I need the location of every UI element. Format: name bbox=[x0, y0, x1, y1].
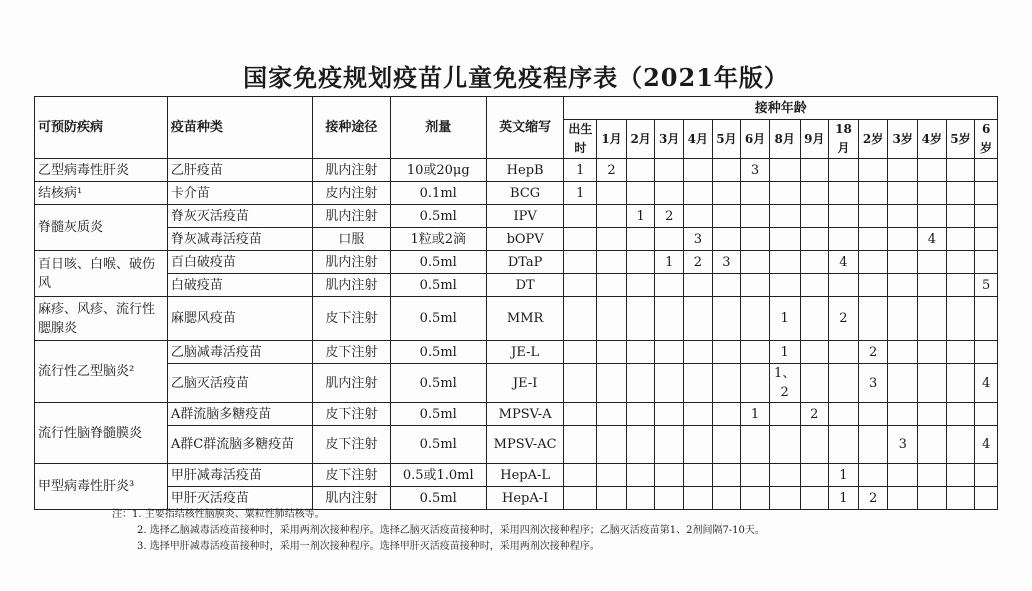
dose-number-cell bbox=[684, 159, 713, 182]
disease-cell: 乙型病毒性肝炎 bbox=[35, 159, 168, 182]
dose-number-cell: 1 bbox=[564, 159, 597, 182]
dose-number-cell: 1 bbox=[655, 251, 684, 274]
footnote: 注：1. 主要指结核性脑膜炎、粟粒性肺结核等。 bbox=[112, 509, 325, 520]
table-row bbox=[35, 341, 998, 364]
dose-number-cell bbox=[975, 205, 998, 228]
dose-cell: 0.5ml bbox=[390, 426, 486, 464]
dose-number-cell bbox=[888, 487, 918, 510]
dose-number-cell: 1 bbox=[769, 297, 800, 341]
vaccine-cell: 甲肝减毒活疫苗 bbox=[167, 464, 312, 487]
dose-cell: 0.5ml bbox=[390, 403, 486, 426]
disease-cell: 百日咳、白喉、破伤风 bbox=[35, 251, 168, 297]
footnote: 2. 选择乙脑减毒活疫苗接种时，采用两剂次接种程序。选择乙脑灭活疫苗接种时，采用四剂次接种程序；乙脑灭活疫苗第1、2剂间隔7-10天。 bbox=[137, 525, 765, 536]
table-row bbox=[35, 297, 998, 341]
dose-number-cell bbox=[741, 364, 770, 403]
dose-number-cell bbox=[597, 274, 627, 297]
dose-number-cell bbox=[888, 403, 918, 426]
table-row bbox=[35, 251, 998, 274]
age-header-cell: 9月 bbox=[800, 120, 829, 159]
dose-number-cell: 1 bbox=[769, 341, 800, 364]
dose-number-cell bbox=[597, 426, 627, 464]
dose-number-cell bbox=[741, 464, 770, 487]
abbr-cell: IPV bbox=[486, 205, 564, 228]
dose-number-cell bbox=[655, 228, 684, 251]
dose-number-cell bbox=[800, 205, 829, 228]
footnote: 3. 选择甲肝减毒活疫苗接种时，采用一剂次接种程序。选择甲肝灭活疫苗接种时，采用两剂次接种程序。 bbox=[137, 541, 600, 552]
dose-number-cell: 1 bbox=[829, 487, 859, 510]
dose-number-cell: 3 bbox=[741, 159, 770, 182]
route-cell: 皮内注射 bbox=[313, 182, 391, 205]
dose-header: 剂量 bbox=[390, 97, 486, 159]
dose-number-cell bbox=[655, 159, 684, 182]
dose-number-cell bbox=[888, 159, 918, 182]
dose-number-cell bbox=[946, 182, 975, 205]
dose-number-cell bbox=[626, 426, 655, 464]
dose-number-cell bbox=[975, 403, 998, 426]
dose-number-cell bbox=[597, 205, 627, 228]
dose-number-cell: 1 bbox=[626, 205, 655, 228]
age-header-cell: 4岁 bbox=[918, 120, 947, 159]
vaccine-cell: 脊灰灭活疫苗 bbox=[167, 205, 312, 228]
dose-number-cell bbox=[597, 251, 627, 274]
vaccine-cell: A群C群流脑多糖疫苗 bbox=[167, 426, 312, 464]
dose-number-cell bbox=[858, 464, 888, 487]
dose-number-cell bbox=[800, 364, 829, 403]
table-row bbox=[35, 403, 998, 426]
route-cell: 肌内注射 bbox=[313, 274, 391, 297]
vaccine-cell: 乙肝疫苗 bbox=[167, 159, 312, 182]
dose-number-cell: 3 bbox=[712, 251, 741, 274]
dose-number-cell bbox=[858, 182, 888, 205]
disease-cell: 麻疹、风疹、流行性腮腺炎 bbox=[35, 297, 168, 341]
dose-number-cell bbox=[712, 159, 741, 182]
dose-number-cell bbox=[946, 274, 975, 297]
table-row bbox=[35, 364, 998, 403]
route-cell: 肌内注射 bbox=[313, 159, 391, 182]
dose-number-cell bbox=[800, 297, 829, 341]
table-row bbox=[35, 274, 998, 297]
dose-number-cell bbox=[800, 464, 829, 487]
dose-number-cell bbox=[975, 341, 998, 364]
abbr-cell: BCG bbox=[486, 182, 564, 205]
dose-number-cell bbox=[918, 426, 947, 464]
disease-cell: 流行性脑脊髓膜炎 bbox=[35, 403, 168, 464]
disease-header: 可预防疾病 bbox=[35, 97, 168, 159]
age-header-cell: 5岁 bbox=[946, 120, 975, 159]
age-header-cell: 6岁 bbox=[975, 120, 998, 159]
dose-number-cell bbox=[858, 251, 888, 274]
dose-number-cell bbox=[741, 228, 770, 251]
dose-number-cell: 2 bbox=[597, 159, 627, 182]
dose-number-cell bbox=[626, 464, 655, 487]
dose-number-cell bbox=[800, 251, 829, 274]
disease-cell: 脊髓灰质炎 bbox=[35, 205, 168, 251]
dose-number-cell bbox=[597, 182, 627, 205]
age-header-cell: 1月 bbox=[597, 120, 627, 159]
dose-cell: 0.5ml bbox=[390, 364, 486, 403]
dose-cell: 0.5ml bbox=[390, 297, 486, 341]
dose-number-cell bbox=[655, 182, 684, 205]
dose-number-cell bbox=[829, 274, 859, 297]
dose-number-cell bbox=[655, 297, 684, 341]
dose-number-cell bbox=[918, 297, 947, 341]
abbr-cell: MPSV-AC bbox=[486, 426, 564, 464]
dose-number-cell bbox=[769, 487, 800, 510]
dose-number-cell bbox=[655, 464, 684, 487]
route-cell: 皮下注射 bbox=[313, 403, 391, 426]
dose-number-cell bbox=[564, 297, 597, 341]
dose-number-cell bbox=[626, 274, 655, 297]
dose-number-cell bbox=[858, 228, 888, 251]
disease-cell: 流行性乙型脑炎² bbox=[35, 341, 168, 403]
dose-number-cell bbox=[626, 228, 655, 251]
abbr-cell: JE-I bbox=[486, 364, 564, 403]
age-header-cell: 2月 bbox=[626, 120, 655, 159]
dose-number-cell bbox=[712, 403, 741, 426]
dose-number-cell bbox=[626, 403, 655, 426]
dose-number-cell: 3 bbox=[684, 228, 713, 251]
vaccine-header: 疫苗种类 bbox=[167, 97, 312, 159]
dose-number-cell bbox=[597, 364, 627, 403]
dose-number-cell bbox=[741, 251, 770, 274]
age-header-cell: 出生时 bbox=[564, 120, 597, 159]
dose-number-cell bbox=[741, 426, 770, 464]
dose-number-cell bbox=[684, 274, 713, 297]
dose-cell: 0.5或1.0ml bbox=[390, 464, 486, 487]
dose-number-cell bbox=[946, 297, 975, 341]
dose-number-cell bbox=[858, 274, 888, 297]
dose-number-cell: 4 bbox=[829, 251, 859, 274]
route-cell: 皮下注射 bbox=[313, 341, 391, 364]
vaccine-cell: 乙脑减毒活疫苗 bbox=[167, 341, 312, 364]
abbr-cell: DT bbox=[486, 274, 564, 297]
age-header-cell: 3月 bbox=[655, 120, 684, 159]
dose-number-cell bbox=[564, 464, 597, 487]
dose-number-cell: 5 bbox=[975, 274, 998, 297]
route-cell: 皮下注射 bbox=[313, 426, 391, 464]
dose-number-cell bbox=[769, 251, 800, 274]
dose-number-cell bbox=[626, 159, 655, 182]
dose-number-cell bbox=[918, 159, 947, 182]
dose-number-cell bbox=[684, 403, 713, 426]
dose-number-cell bbox=[597, 297, 627, 341]
route-cell: 肌内注射 bbox=[313, 205, 391, 228]
dose-number-cell bbox=[829, 403, 859, 426]
disease-cell: 甲型病毒性肝炎³ bbox=[35, 464, 168, 510]
dose-number-cell bbox=[800, 274, 829, 297]
dose-cell: 0.1ml bbox=[390, 182, 486, 205]
route-cell: 皮下注射 bbox=[313, 297, 391, 341]
vaccine-cell: 白破疫苗 bbox=[167, 274, 312, 297]
dose-number-cell bbox=[597, 464, 627, 487]
dose-number-cell bbox=[946, 426, 975, 464]
dose-number-cell bbox=[888, 228, 918, 251]
dose-number-cell bbox=[829, 426, 859, 464]
route-cell: 口服 bbox=[313, 228, 391, 251]
dose-number-cell bbox=[741, 297, 770, 341]
dose-number-cell bbox=[597, 341, 627, 364]
dose-number-cell bbox=[829, 182, 859, 205]
abbr-cell: HepA-I bbox=[486, 487, 564, 510]
dose-number-cell bbox=[769, 228, 800, 251]
dose-number-cell bbox=[858, 403, 888, 426]
dose-cell: 0.5ml bbox=[390, 205, 486, 228]
dose-number-cell bbox=[741, 205, 770, 228]
dose-number-cell bbox=[858, 159, 888, 182]
dose-number-cell bbox=[741, 182, 770, 205]
table-row bbox=[35, 464, 998, 487]
table-row bbox=[35, 228, 998, 251]
dose-number-cell bbox=[564, 364, 597, 403]
dose-number-cell bbox=[888, 464, 918, 487]
route-cell: 肌内注射 bbox=[313, 251, 391, 274]
dose-number-cell bbox=[712, 341, 741, 364]
dose-number-cell bbox=[946, 464, 975, 487]
dose-number-cell bbox=[918, 251, 947, 274]
age-header-cell: 2岁 bbox=[858, 120, 888, 159]
dose-number-cell: 1 bbox=[741, 403, 770, 426]
dose-number-cell bbox=[712, 205, 741, 228]
dose-number-cell bbox=[918, 364, 947, 403]
dose-number-cell bbox=[975, 251, 998, 274]
dose-number-cell bbox=[655, 364, 684, 403]
dose-number-cell bbox=[626, 297, 655, 341]
dose-number-cell bbox=[769, 182, 800, 205]
dose-number-cell bbox=[858, 426, 888, 464]
dose-number-cell: 1 bbox=[564, 182, 597, 205]
dose-number-cell bbox=[858, 297, 888, 341]
dose-number-cell bbox=[918, 182, 947, 205]
dose-number-cell bbox=[918, 487, 947, 510]
dose-number-cell bbox=[564, 251, 597, 274]
dose-number-cell bbox=[975, 464, 998, 487]
dose-number-cell: 2 bbox=[655, 205, 684, 228]
dose-cell: 0.5ml bbox=[390, 251, 486, 274]
dose-number-cell: 2 bbox=[858, 341, 888, 364]
dose-number-cell bbox=[769, 159, 800, 182]
dose-number-cell bbox=[626, 251, 655, 274]
dose-number-cell bbox=[712, 182, 741, 205]
dose-number-cell bbox=[597, 403, 627, 426]
dose-number-cell bbox=[800, 487, 829, 510]
dose-cell: 10或20μg bbox=[390, 159, 486, 182]
dose-number-cell bbox=[918, 205, 947, 228]
page-title: 国家免疫规划疫苗儿童免疫程序表（2021年版） bbox=[243, 63, 789, 92]
dose-number-cell: 4 bbox=[975, 364, 998, 403]
dose-number-cell bbox=[712, 426, 741, 464]
table-row bbox=[35, 205, 998, 228]
age-header-cell: 18月 bbox=[829, 120, 859, 159]
table-row bbox=[35, 182, 998, 205]
dose-number-cell bbox=[829, 205, 859, 228]
dose-number-cell bbox=[684, 426, 713, 464]
dose-number-cell bbox=[946, 205, 975, 228]
age-header-cell: 5月 bbox=[712, 120, 741, 159]
dose-number-cell bbox=[769, 426, 800, 464]
dose-number-cell bbox=[946, 403, 975, 426]
dose-number-cell bbox=[946, 487, 975, 510]
dose-number-cell bbox=[626, 182, 655, 205]
dose-number-cell bbox=[626, 364, 655, 403]
dose-number-cell bbox=[769, 274, 800, 297]
immunization-schedule-table bbox=[34, 96, 998, 510]
abbr-cell: bOPV bbox=[486, 228, 564, 251]
age-header-cell: 6月 bbox=[741, 120, 770, 159]
dose-number-cell bbox=[655, 403, 684, 426]
dose-cell: 1粒或2滴 bbox=[390, 228, 486, 251]
dose-number-cell bbox=[655, 426, 684, 464]
route-cell: 肌内注射 bbox=[313, 364, 391, 403]
dose-number-cell bbox=[888, 182, 918, 205]
abbr-header: 英文缩写 bbox=[486, 97, 564, 159]
route-header: 接种途径 bbox=[313, 97, 391, 159]
vaccine-cell: A群流脑多糖疫苗 bbox=[167, 403, 312, 426]
dose-number-cell: 1、2 bbox=[769, 364, 800, 403]
dose-number-cell: 2 bbox=[800, 403, 829, 426]
dose-number-cell bbox=[769, 403, 800, 426]
route-cell: 皮下注射 bbox=[313, 464, 391, 487]
dose-number-cell: 2 bbox=[829, 297, 859, 341]
dose-number-cell: 2 bbox=[684, 251, 713, 274]
abbr-cell: MMR bbox=[486, 297, 564, 341]
abbr-cell: HepB bbox=[486, 159, 564, 182]
dose-number-cell bbox=[712, 297, 741, 341]
dose-number-cell bbox=[946, 251, 975, 274]
vaccine-cell: 乙脑灭活疫苗 bbox=[167, 364, 312, 403]
vaccine-cell: 甲肝灭活疫苗 bbox=[167, 487, 312, 510]
dose-number-cell: 1 bbox=[829, 464, 859, 487]
dose-number-cell bbox=[888, 297, 918, 341]
dose-number-cell bbox=[888, 205, 918, 228]
dose-number-cell: 4 bbox=[975, 426, 998, 464]
dose-number-cell bbox=[564, 228, 597, 251]
dose-number-cell: 2 bbox=[858, 487, 888, 510]
dose-cell: 0.5ml bbox=[390, 341, 486, 364]
dose-cell: 0.5ml bbox=[390, 487, 486, 510]
dose-number-cell bbox=[829, 228, 859, 251]
dose-number-cell bbox=[918, 403, 947, 426]
dose-number-cell bbox=[975, 297, 998, 341]
dose-cell: 0.5ml bbox=[390, 274, 486, 297]
dose-number-cell bbox=[975, 487, 998, 510]
dose-number-cell bbox=[655, 274, 684, 297]
dose-number-cell bbox=[946, 159, 975, 182]
dose-number-cell bbox=[626, 341, 655, 364]
dose-number-cell bbox=[684, 297, 713, 341]
age-header-cell: 3岁 bbox=[888, 120, 918, 159]
dose-number-cell bbox=[829, 159, 859, 182]
dose-number-cell bbox=[564, 341, 597, 364]
vaccine-cell: 卡介苗 bbox=[167, 182, 312, 205]
dose-number-cell bbox=[597, 228, 627, 251]
dose-number-cell: 4 bbox=[918, 228, 947, 251]
dose-number-cell bbox=[888, 364, 918, 403]
abbr-cell: JE-L bbox=[486, 341, 564, 364]
dose-number-cell bbox=[564, 205, 597, 228]
age-group-header: 接种年龄 bbox=[564, 97, 998, 120]
dose-number-cell bbox=[888, 251, 918, 274]
dose-number-cell bbox=[858, 205, 888, 228]
dose-number-cell: 3 bbox=[888, 426, 918, 464]
dose-number-cell bbox=[918, 341, 947, 364]
dose-number-cell bbox=[800, 426, 829, 464]
dose-number-cell bbox=[888, 274, 918, 297]
dose-number-cell bbox=[975, 228, 998, 251]
dose-number-cell bbox=[975, 182, 998, 205]
vaccine-cell: 百白破疫苗 bbox=[167, 251, 312, 274]
dose-number-cell bbox=[888, 341, 918, 364]
header-row bbox=[35, 97, 998, 120]
dose-number-cell bbox=[800, 228, 829, 251]
dose-number-cell bbox=[712, 274, 741, 297]
dose-number-cell: 3 bbox=[858, 364, 888, 403]
dose-number-cell bbox=[800, 182, 829, 205]
dose-number-cell bbox=[684, 464, 713, 487]
age-header-cell: 4月 bbox=[684, 120, 713, 159]
dose-number-cell bbox=[800, 159, 829, 182]
table-row bbox=[35, 426, 998, 464]
vaccine-cell: 麻腮风疫苗 bbox=[167, 297, 312, 341]
dose-number-cell bbox=[769, 464, 800, 487]
dose-number-cell bbox=[684, 364, 713, 403]
abbr-cell: DTaP bbox=[486, 251, 564, 274]
dose-number-cell bbox=[975, 159, 998, 182]
dose-number-cell bbox=[769, 205, 800, 228]
dose-number-cell bbox=[800, 341, 829, 364]
age-header-cell: 8月 bbox=[769, 120, 800, 159]
dose-number-cell bbox=[655, 341, 684, 364]
route-cell: 肌内注射 bbox=[313, 487, 391, 510]
dose-number-cell bbox=[564, 274, 597, 297]
dose-number-cell bbox=[946, 341, 975, 364]
dose-number-cell bbox=[741, 341, 770, 364]
dose-number-cell bbox=[918, 274, 947, 297]
abbr-cell: MPSV-A bbox=[486, 403, 564, 426]
dose-number-cell bbox=[684, 341, 713, 364]
dose-number-cell bbox=[829, 364, 859, 403]
table-row bbox=[35, 159, 998, 182]
dose-number-cell bbox=[564, 426, 597, 464]
dose-number-cell bbox=[712, 464, 741, 487]
dose-number-cell bbox=[946, 364, 975, 403]
dose-number-cell bbox=[829, 341, 859, 364]
disease-cell: 结核病¹ bbox=[35, 182, 168, 205]
abbr-cell: HepA-L bbox=[486, 464, 564, 487]
dose-number-cell bbox=[684, 182, 713, 205]
dose-number-cell bbox=[684, 205, 713, 228]
dose-number-cell bbox=[741, 274, 770, 297]
dose-number-cell bbox=[712, 364, 741, 403]
vaccine-cell: 脊灰减毒活疫苗 bbox=[167, 228, 312, 251]
footnotes bbox=[112, 507, 765, 555]
dose-number-cell bbox=[946, 228, 975, 251]
dose-number-cell bbox=[564, 403, 597, 426]
dose-number-cell bbox=[918, 464, 947, 487]
dose-number-cell bbox=[712, 228, 741, 251]
